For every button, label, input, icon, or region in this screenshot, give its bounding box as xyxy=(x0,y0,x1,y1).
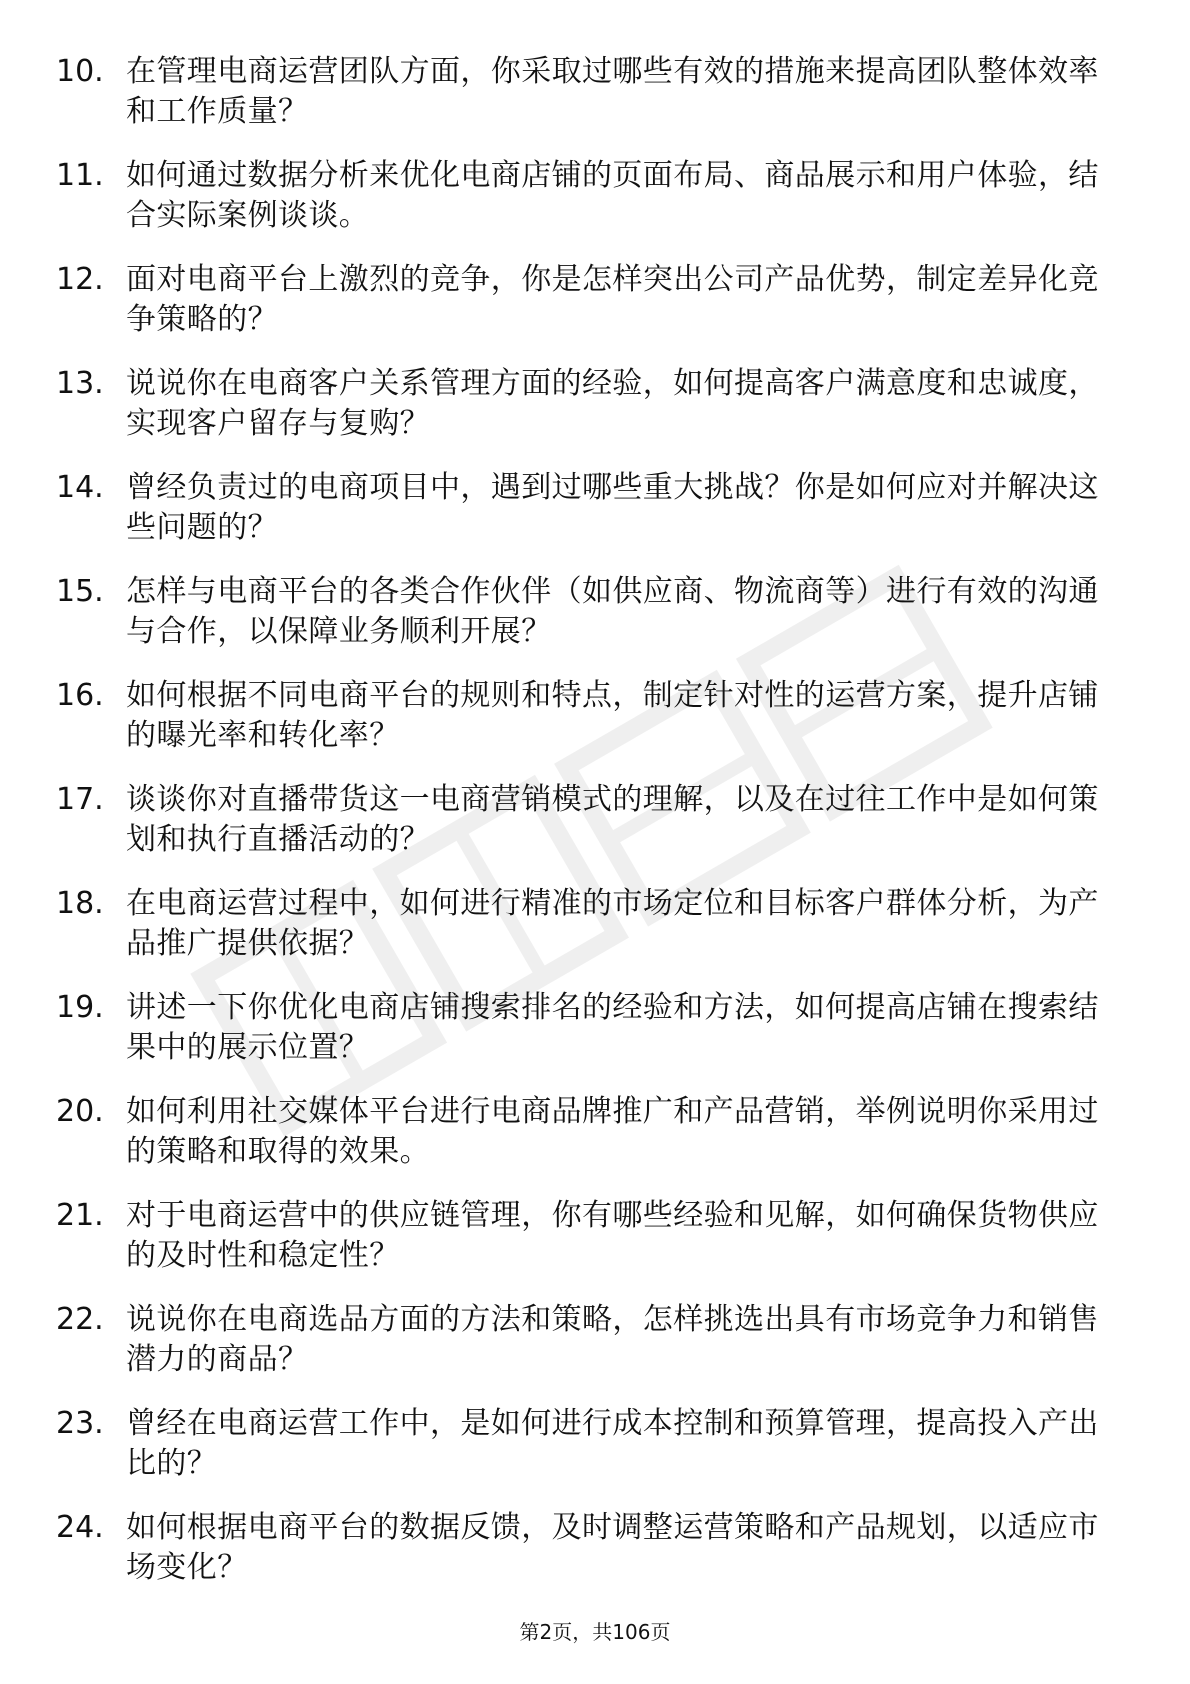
page-number-label: 第2页，共106页 xyxy=(519,1620,671,1644)
question-text: 曾经负责过的电商项目中，遇到过哪些重大挑战？你是如何应对并解决这些问题的？ xyxy=(126,470,1099,545)
question-item xyxy=(56,1300,1116,1404)
question-number: 24. xyxy=(56,1510,104,1545)
question-number: 22. xyxy=(56,1302,104,1337)
question-number: 19. xyxy=(56,990,104,1025)
question-item xyxy=(56,780,1116,884)
question-item xyxy=(56,260,1116,364)
question-number: 13. xyxy=(56,366,104,401)
question-text: 说说你在电商客户关系管理方面的经验，如何提高客户满意度和忠诚度，实现客户留存与复购？ xyxy=(126,366,1099,441)
question-number: 12. xyxy=(56,262,104,297)
question-item xyxy=(56,52,1116,156)
question-number: 20. xyxy=(56,1094,104,1129)
question-item xyxy=(56,1508,1116,1612)
question-text: 曾经在电商运营工作中，是如何进行成本控制和预算管理，提高投入产出比的？ xyxy=(126,1406,1099,1481)
question-item xyxy=(56,468,1116,572)
question-text: 如何利用社交媒体平台进行电商品牌推广和产品营销，举例说明你采用过的策略和取得的效果。 xyxy=(126,1094,1099,1169)
question-number: 21. xyxy=(56,1198,104,1233)
question-number: 14. xyxy=(56,470,104,505)
question-item xyxy=(56,364,1116,468)
question-item xyxy=(56,988,1116,1092)
question-number: 23. xyxy=(56,1406,104,1441)
question-item xyxy=(56,1092,1116,1196)
question-number: 11. xyxy=(56,158,104,193)
question-text: 谈谈你对直播带货这一电商营销模式的理解，以及在过往工作中是如何策划和执行直播活动的？ xyxy=(126,782,1099,857)
question-item xyxy=(56,156,1116,260)
question-item xyxy=(56,1196,1116,1300)
question-number: 17. xyxy=(56,782,104,817)
question-text: 面对电商平台上激烈的竞争，你是怎样突出公司产品优势，制定差异化竞争策略的？ xyxy=(126,262,1099,337)
question-text: 讲述一下你优化电商店铺搜索排名的经验和方法，如何提高店铺在搜索结果中的展示位置？ xyxy=(126,990,1099,1065)
question-item xyxy=(56,1404,1116,1508)
question-number: 16. xyxy=(56,678,104,713)
question-list xyxy=(56,52,1116,1612)
question-text: 对于电商运营中的供应链管理，你有哪些经验和见解，如何确保货物供应的及时性和稳定性？ xyxy=(126,1198,1099,1273)
question-text: 如何根据电商平台的数据反馈，及时调整运营策略和产品规划，以适应市场变化？ xyxy=(126,1510,1099,1585)
page-footer xyxy=(0,1618,1190,1646)
question-number: 10. xyxy=(56,54,104,89)
question-text: 怎样与电商平台的各类合作伙伴（如供应商、物流商等）进行有效的沟通与合作，以保障业务顺利开展？ xyxy=(126,574,1099,649)
question-text: 说说你在电商选品方面的方法和策略，怎样挑选出具有市场竞争力和销售潜力的商品？ xyxy=(126,1302,1099,1377)
question-text: 如何通过数据分析来优化电商店铺的页面布局、商品展示和用户体验，结合实际案例谈谈。 xyxy=(126,158,1099,233)
question-number: 15. xyxy=(56,574,104,609)
question-number: 18. xyxy=(56,886,104,921)
question-text: 如何根据不同电商平台的规则和特点，制定针对性的运营方案，提升店铺的曝光率和转化率？ xyxy=(126,678,1099,753)
question-item xyxy=(56,884,1116,988)
question-item xyxy=(56,676,1116,780)
question-item xyxy=(56,572,1116,676)
question-text: 在电商运营过程中，如何进行精准的市场定位和目标客户群体分析，为产品推广提供依据？ xyxy=(126,886,1099,961)
question-text: 在管理电商运营团队方面，你采取过哪些有效的措施来提高团队整体效率和工作质量？ xyxy=(126,54,1099,129)
